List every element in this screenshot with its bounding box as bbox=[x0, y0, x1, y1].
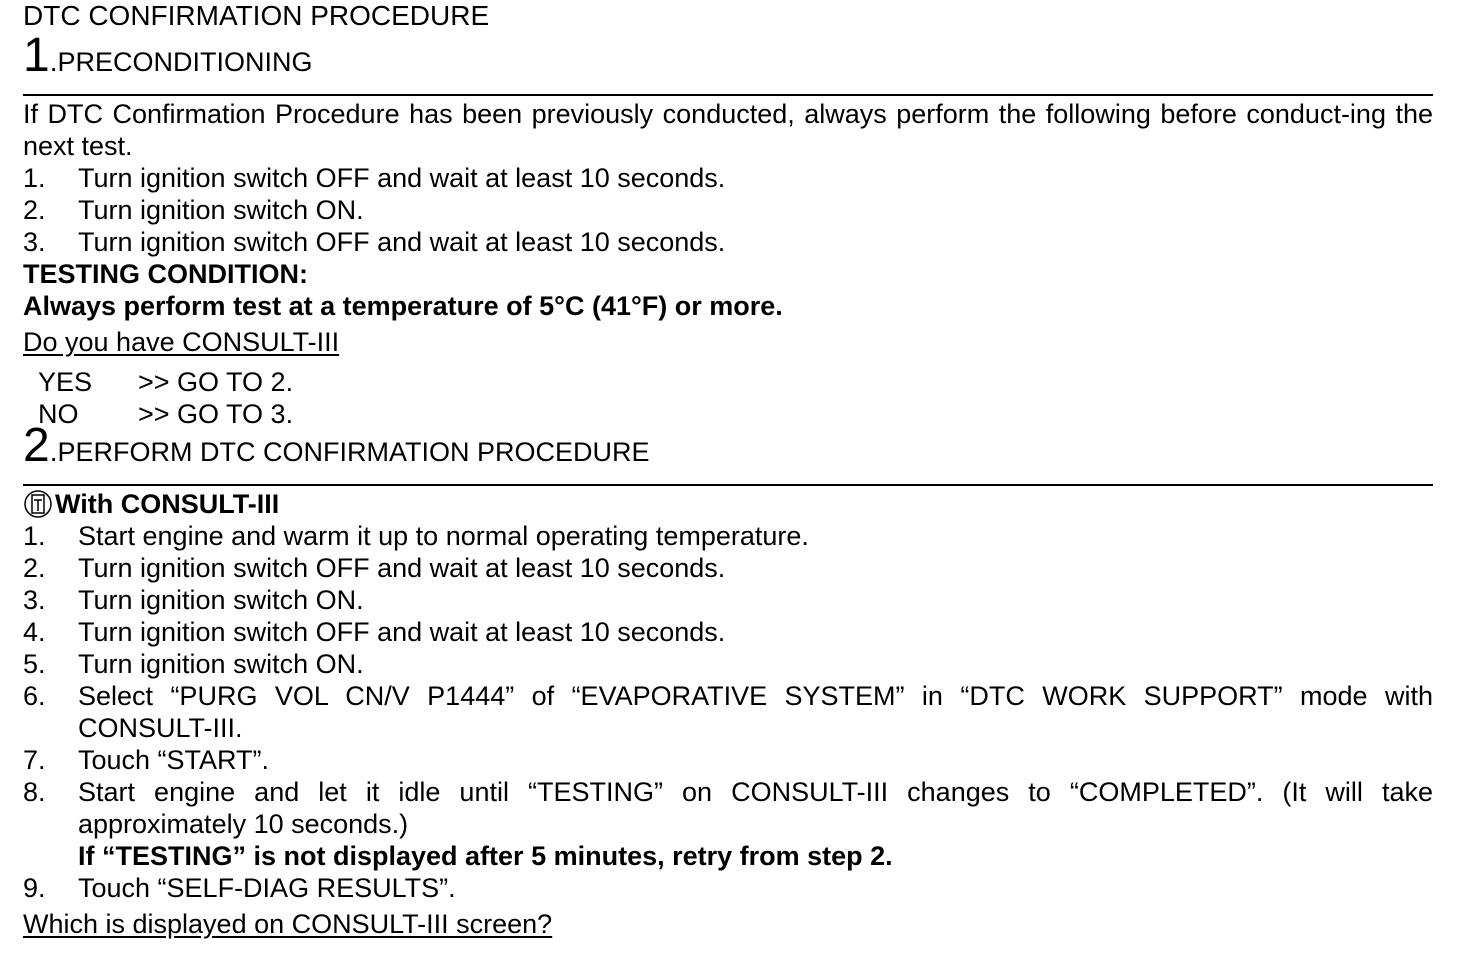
step-1-heading bbox=[23, 29, 1433, 88]
list-item-text: Touch “SELF-DIAG RESULTS”. bbox=[78, 873, 456, 903]
step-2-divider bbox=[23, 484, 1433, 486]
page-title: DTC CONFIRMATION PROCEDURE bbox=[23, 0, 490, 31]
list-item bbox=[23, 552, 1433, 584]
document bbox=[23, 0, 1433, 940]
list-item bbox=[23, 872, 1433, 904]
list-item-number: 7. bbox=[23, 745, 46, 775]
list-item-number: 9. bbox=[23, 873, 46, 903]
step-1-list bbox=[23, 162, 1433, 258]
list-item bbox=[23, 648, 1433, 680]
list-item-warning: If “TESTING” is not displayed after 5 minutes, retry from step 2. bbox=[78, 841, 893, 871]
list-item-text: Touch “START”. bbox=[78, 745, 270, 775]
step-1-question: Do you have CONSULT-III bbox=[23, 327, 340, 357]
testing-condition-text: Always perform test at a temperature of 5°C (41°F) or more. bbox=[23, 291, 783, 321]
step-number-dot: . bbox=[49, 436, 58, 467]
list-item-text: Turn ignition switch ON. bbox=[78, 585, 364, 615]
step-number-dot: . bbox=[49, 46, 58, 77]
step-1-intro: If DTC Confirmation Procedure has been previously conducted, always perform the following before conduct-ing the next test. bbox=[23, 99, 1433, 161]
step-2-heading bbox=[23, 419, 1433, 478]
step-2-title: PERFORM DTC CONFIRMATION PROCEDURE bbox=[57, 437, 650, 467]
list-item bbox=[23, 162, 1433, 194]
with-consult-label: With CONSULT-III bbox=[55, 489, 280, 519]
list-item-number: 6. bbox=[23, 681, 46, 711]
answer-yes bbox=[38, 366, 1433, 398]
step-1-number: 1 bbox=[23, 29, 50, 82]
list-item-text: Select “PURG VOL CN/V P1444” of “EVAPORATIVE SYSTEM” in “DTC WORK SUPPORT” mode with CONSULT-III. bbox=[78, 681, 1433, 743]
list-item-number: 8. bbox=[23, 777, 46, 807]
list-item-number: 2. bbox=[23, 195, 46, 225]
list-item-number: 4. bbox=[23, 617, 46, 647]
with-consult-line bbox=[23, 488, 1433, 520]
step-2-list bbox=[23, 520, 1433, 904]
testing-condition-label: TESTING CONDITION: bbox=[23, 259, 308, 289]
step-1-title: PRECONDITIONING bbox=[57, 47, 313, 77]
list-item-text: Turn ignition switch OFF and wait at least 10 seconds. bbox=[78, 553, 726, 583]
list-item-text: Turn ignition switch ON. bbox=[78, 649, 364, 679]
answer-label: YES bbox=[38, 367, 93, 397]
list-item bbox=[23, 584, 1433, 616]
list-item bbox=[23, 194, 1433, 226]
step-1-answers bbox=[38, 366, 1433, 430]
list-item-number: 1. bbox=[23, 163, 46, 193]
answer-action: >> GO TO 2. bbox=[138, 367, 294, 397]
answer-label: NO bbox=[38, 399, 79, 429]
list-item-number: 3. bbox=[23, 227, 46, 257]
list-item-number: 5. bbox=[23, 649, 46, 679]
answer-action: >> GO TO 3. bbox=[138, 399, 294, 429]
list-item bbox=[23, 226, 1433, 258]
step-2-number: 2 bbox=[23, 419, 50, 472]
list-item bbox=[23, 616, 1433, 648]
consult-tool-icon bbox=[23, 489, 53, 519]
list-item bbox=[23, 520, 1433, 552]
list-item bbox=[23, 744, 1433, 776]
list-item-number: 2. bbox=[23, 553, 46, 583]
list-item-number: 3. bbox=[23, 585, 46, 615]
list-item-text: Start engine and let it idle until “TESTING” on CONSULT-III changes to “COMPLETED”. (It will take approximately 10 seconds.) bbox=[78, 777, 1433, 839]
step-2-question: Which is displayed on CONSULT-III screen? bbox=[23, 909, 553, 939]
step-1-divider bbox=[23, 94, 1433, 96]
list-item-text: Turn ignition switch OFF and wait at least 10 seconds. bbox=[78, 617, 726, 647]
list-item-text: Turn ignition switch OFF and wait at least 10 seconds. bbox=[78, 227, 726, 257]
list-item-text: Turn ignition switch OFF and wait at least 10 seconds. bbox=[78, 163, 726, 193]
list-item bbox=[23, 776, 1433, 872]
list-item-text: Start engine and warm it up to normal operating temperature. bbox=[78, 521, 809, 551]
list-item-text: Turn ignition switch ON. bbox=[78, 195, 364, 225]
list-item-number: 1. bbox=[23, 521, 46, 551]
list-item bbox=[23, 680, 1433, 744]
list-item-body bbox=[78, 776, 1433, 872]
